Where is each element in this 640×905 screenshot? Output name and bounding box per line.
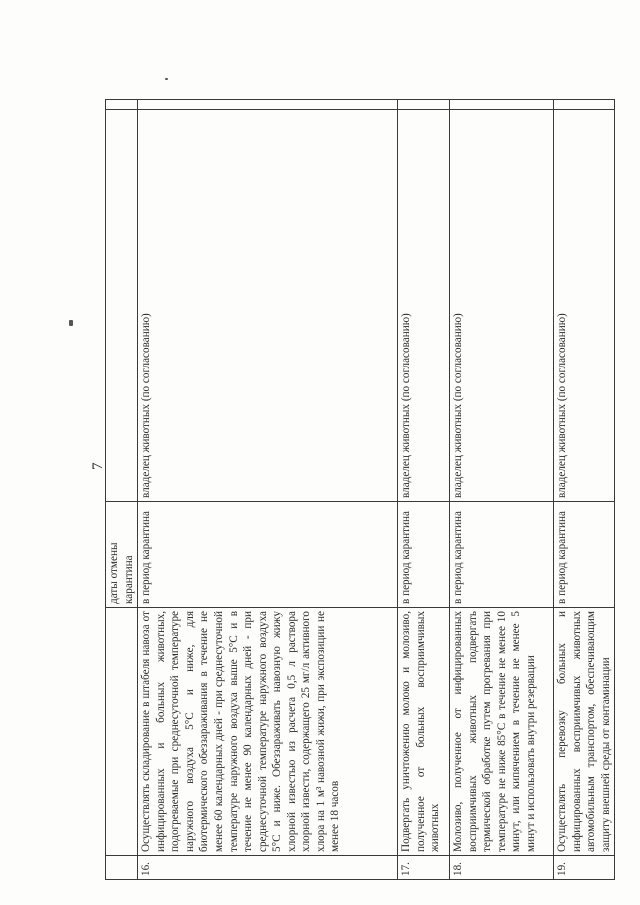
term-text: в период карантина [138,502,398,608]
header-cell-measure [106,608,138,856]
page-number: 7 [90,462,106,470]
measure-text: Осуществлять складирование в штабеля навоза от инфицированных и больных животных, подогреваемые при среднесуточной температуре наружного воздуха 5°С и ниже, для биотермического обеззараживания в течение не менее 60 календарных дней - при среднесуточной температуре наружного воздуха выше 5°С и в течение не менее 90 календарных дней - при среднесуточной температуре наружного воздуха 5°С и ниже. Обеззараживать навозную жижу хлорной известью из расчета 0,5 л раствора хлорной извести, содержащего 25 мг/л активного хлора на 1 м³ навозной жижи, при экспозиции не менее 18 часов [138,608,398,856]
measure-text: Молозиво, полученное от инфицированных восприимчивых животных подвергать термической обработке путем прогревания при температуре не ниже 85°С в течение не менее 10 минут, или кипячением в течение не менее 5 минут и использовать внутри резервации [450,608,554,856]
scan-speck [69,320,73,326]
responsible-text: владелец животных (по согласованию) [450,110,554,502]
table-row [450,100,554,880]
scan-speck [165,78,168,80]
responsible-text: владелец животных (по согласованию) [554,110,615,502]
measures-table-rotated [105,100,612,880]
table-row [554,100,615,880]
blank-cell [138,100,398,110]
responsible-text: владелец животных (по согласованию) [138,110,398,502]
term-text: в период карантина [450,502,554,608]
measures-table [105,99,615,880]
row-number: 19. [554,856,615,880]
header-cell-blank [106,100,138,110]
blank-cell [450,100,554,110]
table-row [398,100,450,880]
row-number: 17. [398,856,450,880]
blank-cell [398,100,450,110]
header-cell-num [106,856,138,880]
responsible-text: владелец животных (по согласованию) [398,110,450,502]
term-text: в период карантина [398,502,450,608]
measure-text: Подвергать уничтожению молоко и молозиво, полученное от больных восприимчивых животных [398,608,450,856]
measure-text: Осуществлять перевозку больных и инфицированных восприимчивых животных автомобильным транспортом, обеспечивающим защиту внешней среды от контаминации [554,608,615,856]
row-number: 18. [450,856,554,880]
table-row [138,100,398,880]
row-number: 16. [138,856,398,880]
table-header-row [106,100,138,880]
term-text: в период карантина [554,502,615,608]
header-cell-responsible [106,110,138,502]
blank-cell [554,100,615,110]
header-cell-term: даты отмены карантина [106,502,138,608]
